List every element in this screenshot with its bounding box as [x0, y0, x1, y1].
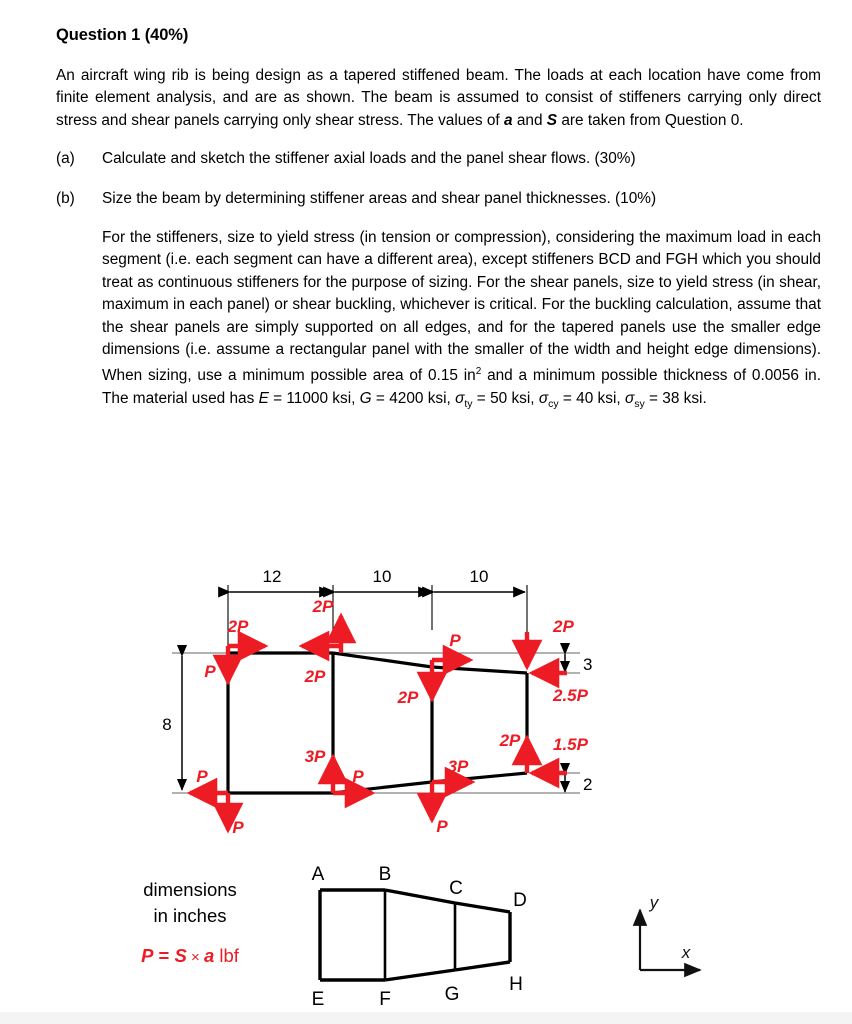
- small-beam-node-labels: [312, 864, 527, 1010]
- value-E: = 11000 ksi,: [268, 390, 360, 407]
- intro-text-mid: and: [512, 111, 547, 129]
- dim-label-3: 3: [583, 655, 593, 674]
- label-E-P-left: P: [196, 767, 208, 786]
- label-E-P-down: P: [232, 818, 244, 837]
- beam-outline: [228, 653, 527, 793]
- node-label-B: B: [378, 864, 392, 885]
- node-label-C: C: [449, 878, 463, 899]
- intro-text-part2: are taken from Question 0.: [557, 111, 744, 129]
- legend-line-1: dimensions: [143, 879, 237, 900]
- bottom-figure-svg: [100, 850, 780, 1020]
- label-C-2P-down: 2P: [397, 688, 419, 707]
- subscript-sy: sy: [634, 398, 645, 411]
- sizing-mid-text: and a minimum possible thickness of 0.0056 in. The material used has: [102, 367, 821, 407]
- list-item-b: [56, 188, 821, 210]
- formula-P-equals-S-times-a: [141, 945, 240, 966]
- list-item-a: [56, 148, 821, 170]
- node-label-A: A: [311, 864, 325, 885]
- load-labels: [196, 597, 588, 837]
- bottom-figure-group: [100, 850, 780, 1020]
- small-beam-internal-stiffeners: [385, 890, 455, 980]
- symbol-E: E: [258, 390, 269, 407]
- symbol-G: G: [359, 390, 372, 407]
- label-B-2P-left: 2P: [304, 667, 326, 686]
- label-A-P-down: P: [204, 662, 216, 681]
- small-edge-FG: [385, 970, 455, 980]
- small-edge-BC: [385, 890, 455, 903]
- dim-label-10-first: 10: [372, 567, 392, 586]
- vertical-dimension-3: [565, 654, 592, 674]
- small-edge-CD: [455, 903, 510, 912]
- axis-label-x: x: [681, 943, 691, 962]
- formula-S: S: [174, 945, 187, 966]
- formula-times: ×: [186, 949, 204, 966]
- node-label-H: H: [509, 974, 523, 995]
- label-B-2P-up: 2P: [312, 597, 334, 616]
- sizing-lead-text: For the stiffeners, size to yield stress (in tension or compression), considering the maximum load in each segment (i.e. each segment can have a different area), except stiffeners BCD and FGH which you should treat as continuous stiffeners for the purpose of sizing. For the shear panels, size to yield stress (in shear, maximum in each panel) or shear buckling, whichever is critical. For the buckling calculation, assume that the shear panels are simply supported on all edges, and for the tapered panels use the smaller edge dimensions (i.e. assume a rectangular panel with the smaller of the width and height edge dimensions). When sizing, use a minimum possible area of 0.15 in: [102, 229, 821, 385]
- dim-label-2: 2: [583, 775, 593, 794]
- list-marker-a: (a): [56, 150, 75, 168]
- value-G: = 4200 ksi,: [371, 390, 456, 407]
- page-bottom-strip: [0, 1012, 852, 1024]
- symbol-sigma-sy: σ: [624, 390, 635, 407]
- label-F-P-right: P: [352, 767, 364, 786]
- node-label-E: E: [311, 989, 325, 1010]
- load-diagram-svg: [110, 560, 710, 860]
- superscript-2: 2: [475, 366, 482, 378]
- label-H-1.5P-left: 1.5P: [553, 735, 588, 754]
- legend-line-2: in inches: [153, 905, 227, 926]
- subscript-ty: ty: [464, 398, 473, 411]
- symbol-sigma-ty: σ: [455, 390, 465, 407]
- label-A-2P-right: 2P: [227, 617, 249, 636]
- coordinate-axes: [640, 910, 700, 970]
- horizontal-dimension-group: [228, 567, 527, 660]
- dim-label-12: 12: [262, 567, 282, 586]
- beam-edge-BC: [333, 653, 432, 667]
- vertical-dimension-8: [162, 656, 182, 790]
- label-C-P-right: P: [449, 631, 461, 650]
- small-edge-GH: [455, 962, 510, 970]
- formula-unit: lbf: [214, 945, 239, 966]
- list-text-a: Calculate and sketch the stiffener axial loads and the panel shear flows. (30%): [102, 150, 636, 168]
- subscript-cy: cy: [548, 398, 559, 411]
- vertical-dimension-2: [565, 774, 592, 794]
- legend-text-group: [141, 879, 240, 966]
- symbol-sigma-cy: σ: [538, 390, 549, 407]
- dim-label-8: 8: [162, 715, 172, 734]
- node-label-D: D: [513, 890, 527, 911]
- value-sigma-ty: = 50 ksi,: [472, 390, 539, 407]
- intro-text-part1: An aircraft wing rib is being design as a tapered stiffened beam. The loads at each location have come from finite element analysis, and are as shown. The beam is assumed to consist of stiffeners carrying only direct stress and shear panels carrying only shear stress. The values of: [56, 67, 821, 129]
- question-text-column: [56, 26, 821, 431]
- label-D-2P-down: 2P: [553, 617, 574, 636]
- value-sigma-sy: = 38 ksi.: [644, 390, 707, 407]
- label-F-3P-up: 3P: [304, 747, 326, 766]
- load-arrows: [190, 616, 567, 830]
- node-label-G: G: [444, 984, 460, 1005]
- formula-a: a: [203, 945, 215, 966]
- small-beam-shape: [320, 890, 510, 980]
- label-G-3P-right: 3P: [447, 757, 469, 776]
- intro-paragraph: [56, 65, 821, 132]
- label-D-2.5P-left: 2.5P: [553, 686, 588, 705]
- formula-P: P: [141, 945, 154, 966]
- formula-equals: =: [153, 945, 175, 966]
- sizing-detail-paragraph: [102, 227, 821, 415]
- node-label-F: F: [379, 989, 391, 1010]
- main-load-diagram: [110, 560, 710, 860]
- symbol-a: a: [503, 111, 513, 129]
- list-text-b: Size the beam by determining stiffener areas and shear panel thicknesses. (10%): [102, 189, 657, 207]
- symbol-S: S: [546, 111, 558, 129]
- list-marker-b: (b): [56, 189, 75, 207]
- value-sigma-cy: = 40 ksi,: [558, 390, 625, 407]
- label-H-2P-up: 2P: [499, 731, 521, 750]
- axis-label-y: y: [649, 893, 659, 912]
- label-G-P-down: P: [436, 817, 448, 836]
- dim-label-10-second: 10: [469, 567, 489, 586]
- page-title: Question 1 (40%): [56, 26, 189, 44]
- beam-edge-CD: [432, 667, 527, 673]
